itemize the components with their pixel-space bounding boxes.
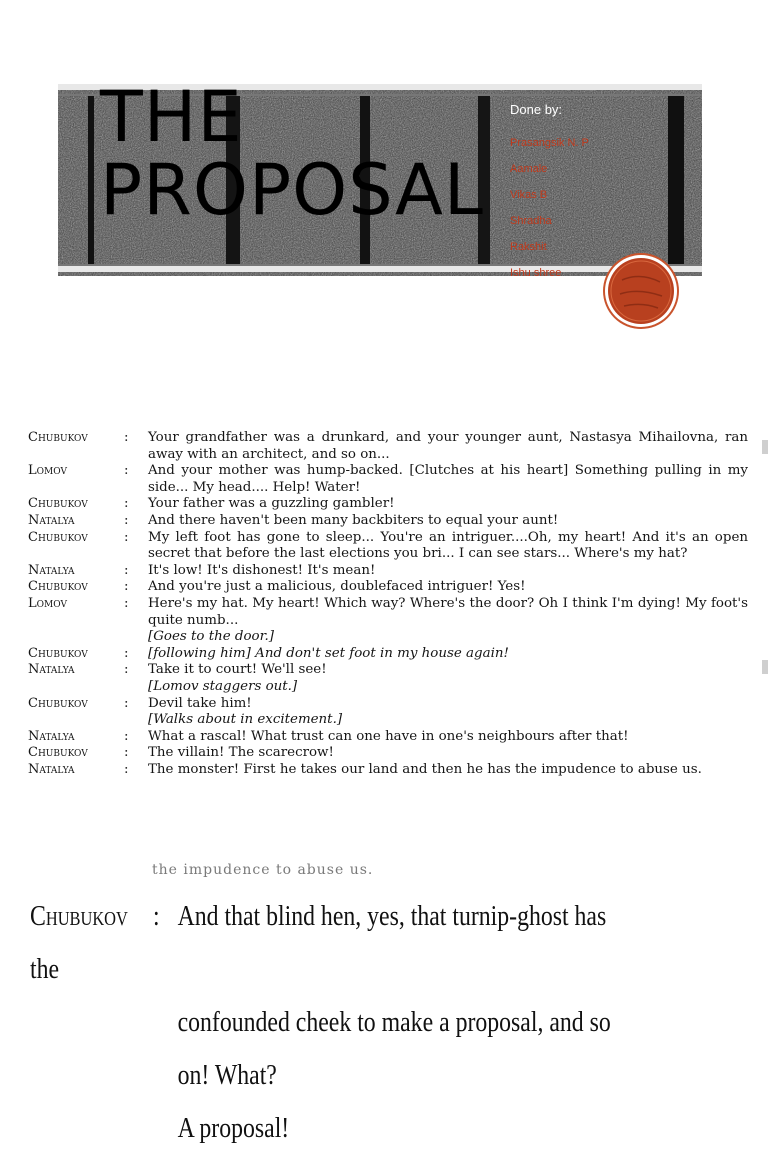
speaker-colon: : [124, 662, 129, 678]
decorative-circle-badge [608, 258, 674, 324]
done-by-label: Done by: [510, 102, 563, 117]
author-item: Rakshit [510, 241, 547, 253]
dialogue-text: Your grandfather was a drunkard, and your younger aunt, Nastasya Mihailovna, ran away with an architect, and so on... [148, 430, 748, 462]
script-line [28, 729, 748, 746]
speaker-name: Chubukov [28, 695, 88, 711]
script-line [28, 513, 748, 530]
zoomed-line-1 [30, 890, 620, 996]
dialogue-text: My left foot has gone to sleep... You're an intriguer....Oh, my heart! And it's an open secret that before the last elections you bri... I can see stars... Where's my hat? [148, 529, 748, 562]
dialogue-text: Devil take him! [148, 695, 252, 711]
zoomed-excerpt [30, 890, 620, 1155]
script-line [28, 430, 748, 463]
speaker-name: Natalya [28, 761, 75, 777]
dialogue-text: Your father was a guzzling gambler! [148, 496, 395, 512]
speaker-colon: : [124, 529, 129, 545]
dialogue-text: It's low! It's dishonest! It's mean! [148, 562, 376, 578]
author-item: Ishu shree [510, 267, 562, 279]
speaker-colon: : [124, 562, 129, 578]
dialogue-text: Take it to court! We'll see! [148, 662, 327, 678]
zoomed-text-1: And that blind hen, yes, that turnip-ghost has the [30, 900, 607, 985]
speaker-colon: : [124, 595, 129, 611]
speaker-name: Chubukov [28, 745, 88, 761]
speaker-colon: : [124, 728, 129, 744]
zoomed-text-3: A proposal! [177, 1112, 290, 1144]
slide-title-line-2: PROPOSAL [100, 149, 484, 231]
speaker-colon: : [124, 430, 129, 445]
author-item: Shradha [510, 215, 552, 227]
dialogue-text: And there haven't been many backbiters to equal your aunt! [148, 512, 559, 528]
speaker-colon: : [124, 512, 129, 528]
speaker-name: Chubukov [28, 496, 88, 512]
badge-texture-icon [608, 258, 674, 324]
banner-edge-bottom [58, 266, 702, 272]
script-line [28, 745, 748, 762]
speaker-name: Lomov [28, 463, 67, 479]
speaker-name: Natalya [28, 562, 75, 578]
dialogue-text: The monster! First he takes our land and then he has the impudence to abuse us. [148, 761, 702, 777]
author-item: Aamale [510, 163, 548, 175]
script-line [28, 662, 748, 679]
speaker-colon: : [124, 695, 129, 711]
author-item: Vikas B [510, 189, 548, 201]
overlapping-scan-text: the impudence to abuse us. [152, 862, 374, 878]
script-line [28, 679, 748, 696]
speaker-name: Chubukov [28, 430, 88, 445]
zoomed-speaker: Chubukov [30, 900, 128, 932]
speaker-colon: : [124, 761, 129, 777]
stage-direction: [Walks about in excitement.] [148, 712, 343, 728]
speaker-colon: : [124, 745, 129, 761]
slide-title-line-1: THE [100, 76, 243, 158]
stage-direction: [Lomov staggers out.] [148, 678, 298, 694]
speaker-name: Chubukov [28, 645, 88, 661]
script-line [28, 596, 748, 629]
scan-edge-mark [762, 440, 768, 454]
speaker-name: Natalya [28, 728, 75, 744]
speaker-colon: : [124, 579, 129, 595]
dialogue-text: The villain! The scarecrow! [148, 745, 334, 761]
speaker-name: Chubukov [28, 529, 88, 545]
dialogue-text: And you're just a malicious, doublefaced intriguer! Yes! [148, 579, 526, 595]
script-line [28, 712, 748, 729]
script-line [28, 563, 748, 580]
speaker-name: Natalya [28, 662, 75, 678]
speaker-colon: : [124, 463, 129, 479]
dialogue-text: What a rascal! What trust can one have in one's neighbours after that! [148, 728, 629, 744]
script-line [28, 463, 748, 496]
speaker-name: Lomov [28, 595, 67, 611]
script-line [28, 579, 748, 596]
speaker-name: Natalya [28, 512, 75, 528]
dialogue-text: And your mother was hump-backed. [Clutches at his heart] Something pulling in my side... My head.... Help! Water! [148, 463, 748, 495]
play-script-excerpt [28, 430, 748, 778]
scan-edge-mark [762, 660, 768, 674]
author-list [510, 130, 589, 286]
speaker-colon: : [124, 496, 129, 512]
stage-direction: [following him] And don't set foot in my house again! [148, 645, 509, 661]
zoomed-text-2: confounded cheek to make a proposal, and so on! What? [177, 1006, 611, 1091]
script-line [28, 530, 748, 563]
script-line [28, 762, 748, 779]
zoomed-colon: : [153, 900, 160, 932]
author-item: Prasangsik N. P [510, 137, 589, 149]
script-line [28, 629, 748, 646]
speaker-colon: : [124, 645, 129, 661]
speaker-name: Chubukov [28, 579, 88, 595]
script-line [28, 496, 748, 513]
script-line [28, 646, 748, 663]
stage-direction: [Goes to the door.] [148, 629, 275, 645]
dialogue-text: Here's my hat. My heart! Which way? Where's the door? Oh I think I'm dying! My foot's quite numb... [148, 595, 748, 628]
script-line [28, 696, 748, 713]
